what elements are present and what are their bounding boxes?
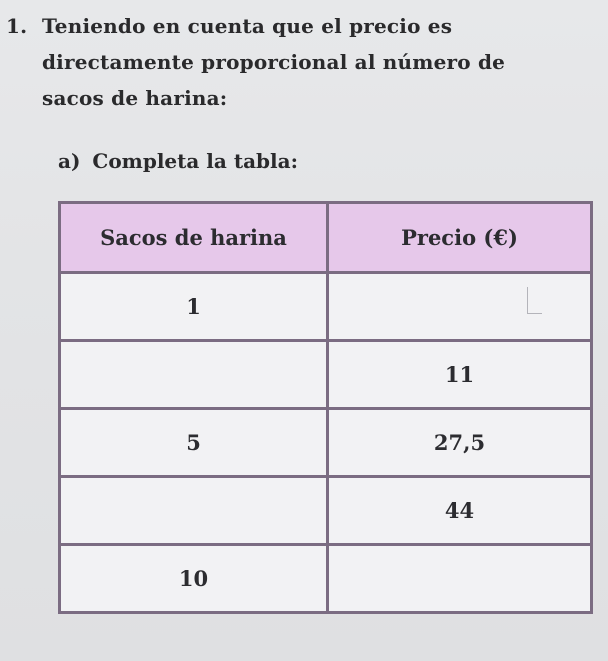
subquestion-letter: a) bbox=[58, 149, 81, 173]
cell-sacos-4[interactable] bbox=[60, 477, 328, 545]
subquestion-text: Completa la tabla: bbox=[92, 149, 298, 173]
header-precio: Precio (€) bbox=[328, 203, 592, 273]
table-row bbox=[60, 273, 592, 341]
table-row bbox=[60, 341, 592, 409]
cell-precio-5[interactable] bbox=[328, 545, 592, 613]
table-row bbox=[60, 409, 592, 477]
cell-sacos-3[interactable]: 5 bbox=[60, 409, 328, 477]
cell-precio-3[interactable]: 27,5 bbox=[328, 409, 592, 477]
proportion-table bbox=[58, 201, 593, 614]
table-header-row bbox=[60, 203, 592, 273]
question-text-line-1: Teniendo en cuenta que el precio es bbox=[42, 14, 453, 38]
question-text-line-3: sacos de harina: bbox=[42, 86, 228, 110]
pencil-mark bbox=[527, 287, 542, 314]
table-row bbox=[60, 545, 592, 613]
cell-precio-1[interactable] bbox=[328, 273, 592, 341]
cell-sacos-5[interactable]: 10 bbox=[60, 545, 328, 613]
header-sacos: Sacos de harina bbox=[60, 203, 328, 273]
cell-precio-2[interactable]: 11 bbox=[328, 341, 592, 409]
question-line-1 bbox=[6, 8, 596, 44]
question-text-line-2: directamente proporcional al número de bbox=[42, 50, 506, 74]
cell-sacos-2[interactable] bbox=[60, 341, 328, 409]
question-number: 1. bbox=[6, 14, 28, 38]
table-row bbox=[60, 477, 592, 545]
cell-sacos-1[interactable]: 1 bbox=[60, 273, 328, 341]
question-block bbox=[6, 8, 596, 116]
subquestion bbox=[58, 146, 298, 176]
cell-precio-4[interactable]: 44 bbox=[328, 477, 592, 545]
